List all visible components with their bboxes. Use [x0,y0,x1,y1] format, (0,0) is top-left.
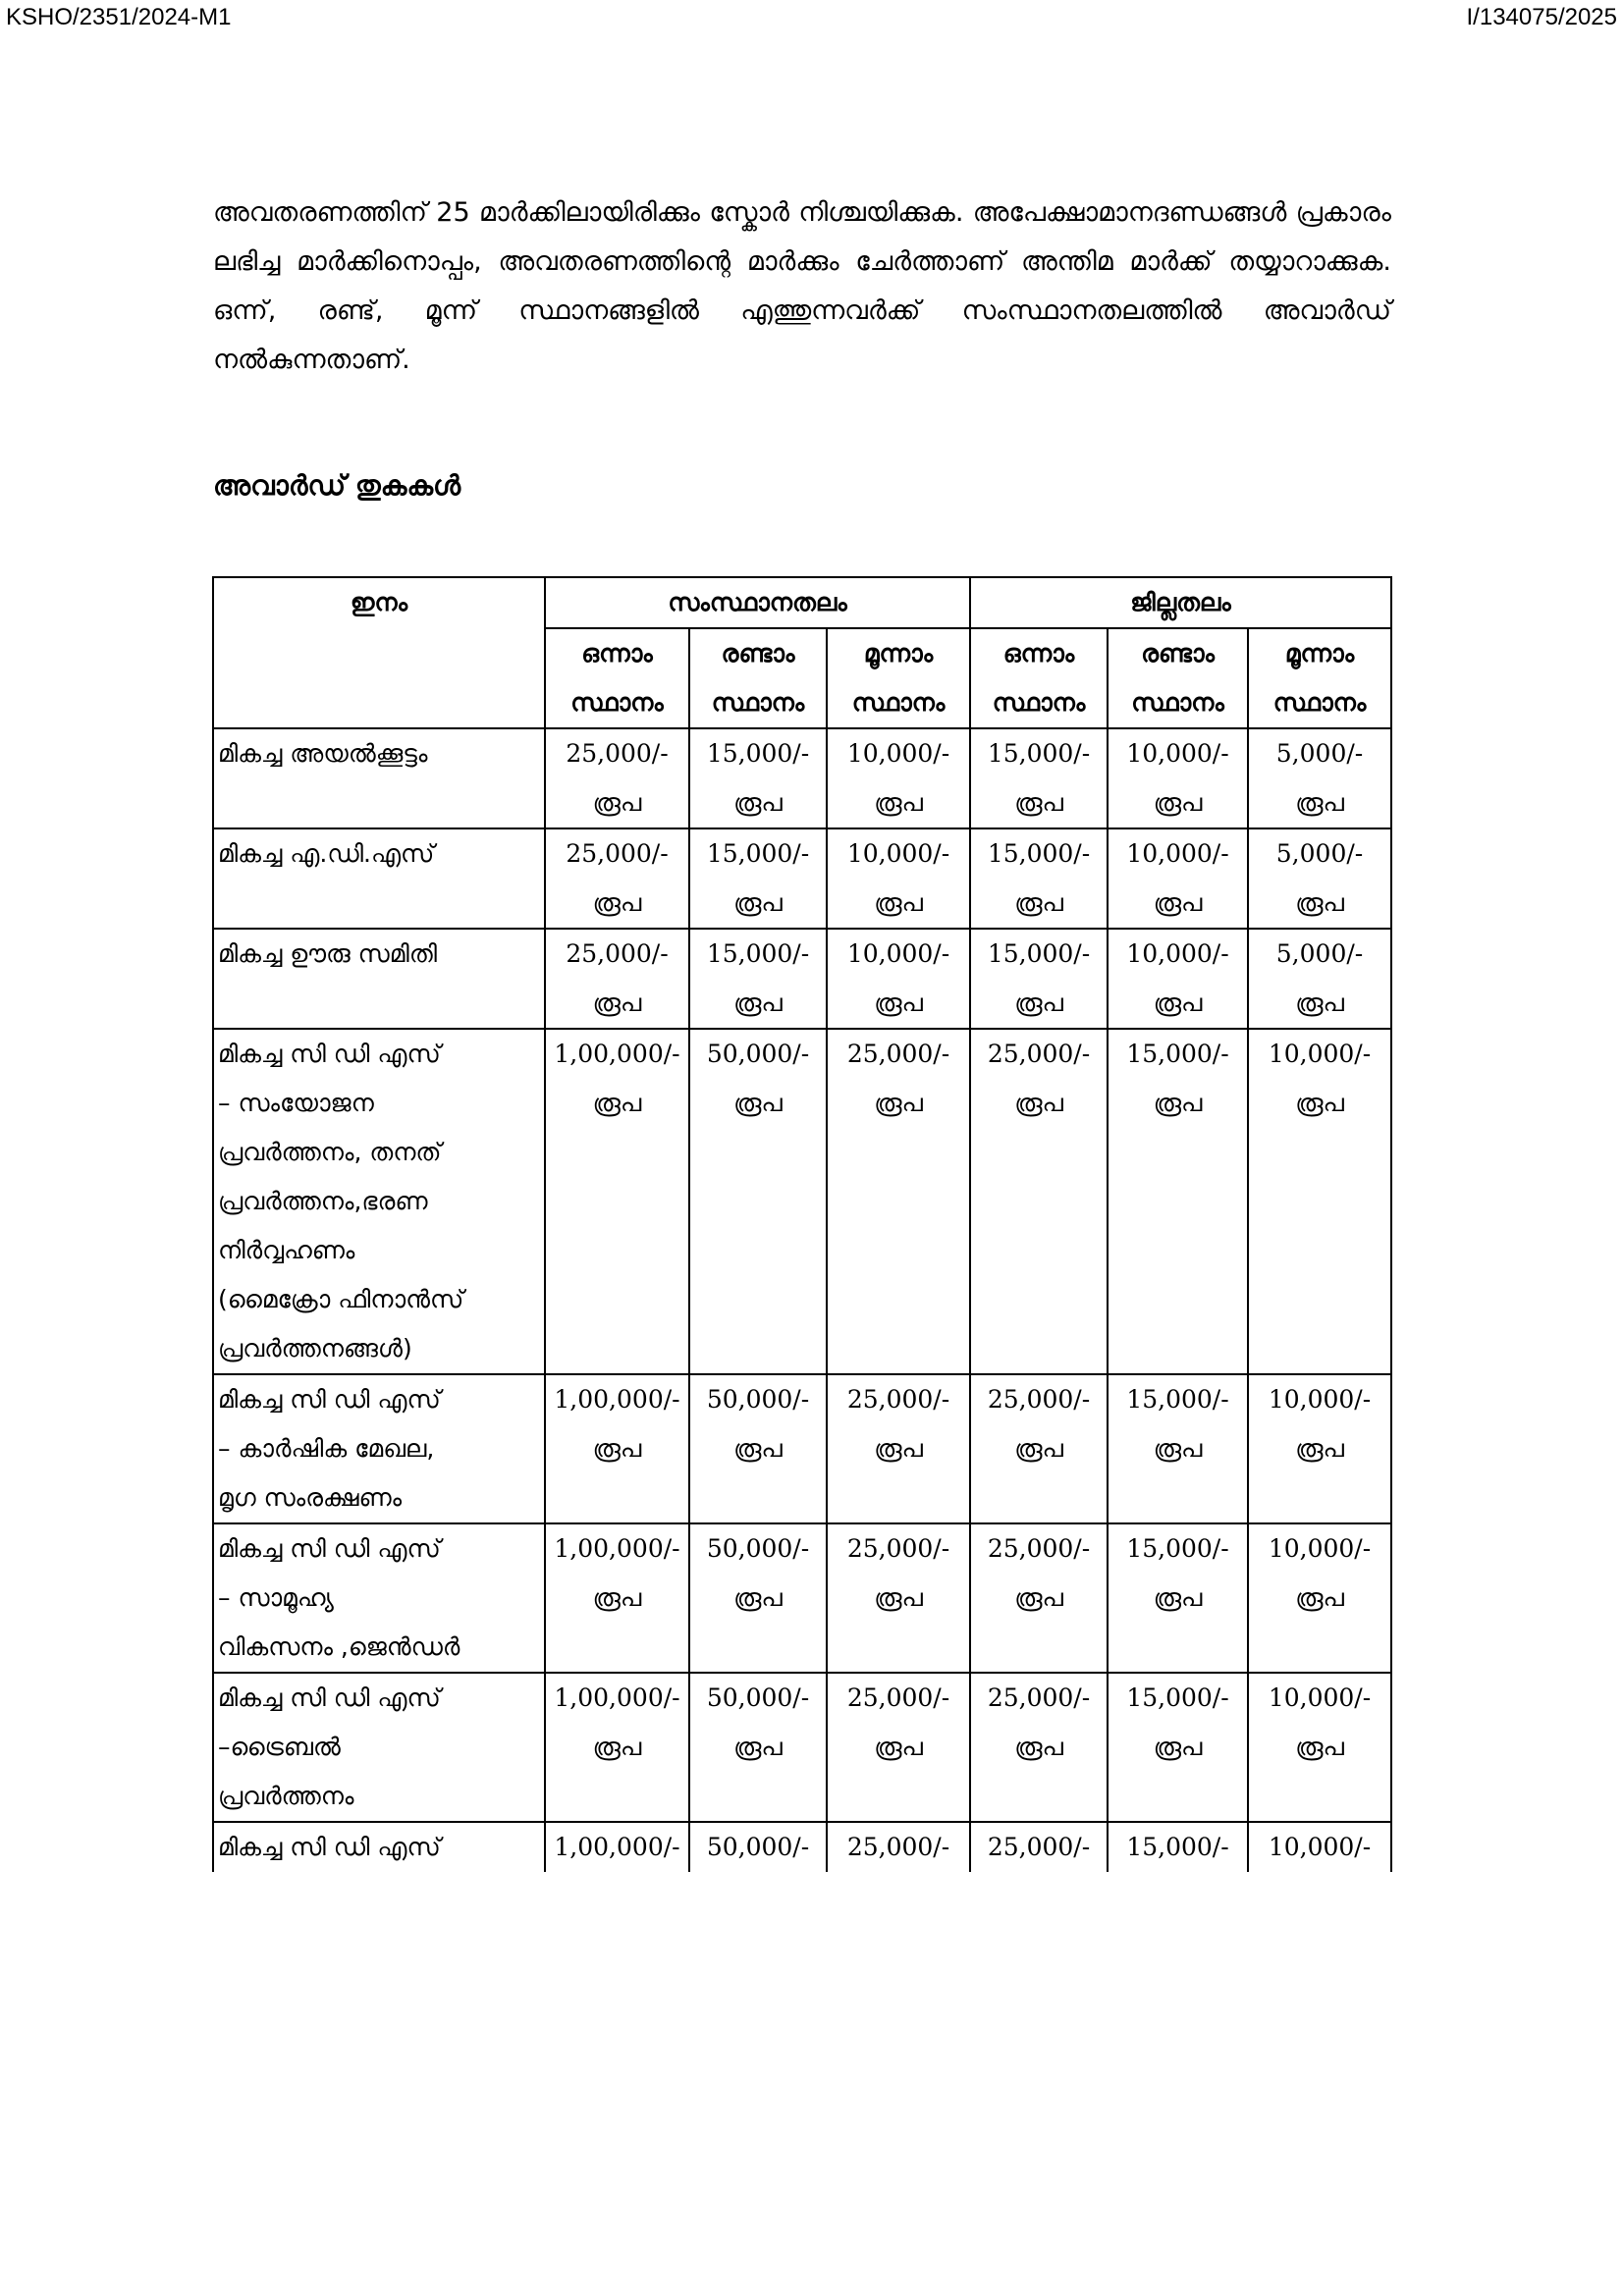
currency-label: രൂപ [733,1583,783,1612]
award-category-text: പ്രവർത്തനം [218,1782,354,1810]
amount-value: 25,000/- [846,1385,950,1414]
amount-value: 10,000/- [846,839,950,868]
award-amount [545,929,689,1029]
award-category [213,1029,545,1374]
award-amount [1108,728,1248,828]
award-category-text: മികച്ച സി ഡി എസ് [218,1040,441,1068]
currency-label: രൂപ [1014,1733,1063,1761]
award-amount [970,828,1108,929]
amount-value: 50,000/- [706,1385,810,1414]
rank-header-district-third [1248,628,1391,728]
amount-value: 25,000/- [987,1385,1091,1414]
award-amount [1108,1822,1248,1872]
currency-label: രൂപ [1014,888,1063,917]
amount-value: 15,000/- [987,939,1091,968]
award-amount [689,828,827,929]
district-level-header: ജില്ലതലം [970,577,1391,628]
currency-label: രൂപ [592,1583,642,1612]
amount-value: 15,000/- [706,839,810,868]
amount-value: 10,000/- [1268,1683,1372,1712]
currency-label: രൂപ [874,888,923,917]
amount-value: 10,000/- [846,939,950,968]
table-row [213,828,1391,929]
amount-value: 10,000/- [1126,739,1229,768]
award-category [213,728,545,828]
award-category-text: മികച്ച അയൽക്കൂട്ടം [218,739,428,768]
award-amount [827,929,970,1029]
amount-value: 15,000/- [1126,1040,1229,1068]
award-amount [827,728,970,828]
rank-header-text: സ്ഥാനം [1272,688,1367,717]
amount-value: 25,000/- [846,1534,950,1563]
amount-value: 25,000/- [987,1833,1091,1861]
award-amount [545,728,689,828]
currency-label: രൂപ [874,988,923,1017]
award-amount [545,1673,689,1822]
award-amount [545,1822,689,1872]
rank-header-text: മൂന്നാം [1284,639,1355,667]
amount-value: 25,000/- [846,1683,950,1712]
amount-value: 25,000/- [987,1534,1091,1563]
award-amount [1248,828,1391,929]
currency-label: രൂപ [1153,1733,1203,1761]
currency-label: രൂപ [1153,888,1203,917]
rank-header-text: സ്ഥാനം [1131,688,1224,717]
award-category [213,1374,545,1523]
award-category-text: – സംയോജന [218,1089,374,1117]
rank-header-state-second [689,628,827,728]
rank-header-text: മൂന്നാം [863,639,934,667]
award-amount [1248,1822,1391,1872]
award-amount [1248,929,1391,1029]
award-category-text: മികച്ച എ.ഡി.എസ് [218,839,435,868]
award-category-text: പ്രവർത്തനം,ഭരണ [218,1187,428,1215]
amount-value: 5,000/- [1275,839,1364,868]
amount-value: 15,000/- [1126,1683,1229,1712]
amount-value: 50,000/- [706,1040,810,1068]
award-amount [689,929,827,1029]
amount-value: 1,00,000/- [554,1385,680,1414]
intro-paragraph: അവതരണത്തിന് 25 മാർക്കിലായിരിക്കും സ്കോർ നിശ്ചയിക്കുക. അപേക്ഷാമാനദണ്ഡങ്ങൾ പ്രകാരം ലഭിച്ച മാർക്കിനൊപ്പം, അവതരണത്തിന്റെ മാർക്കും ചേർത്താണ് അന്തിമ മാർക്ക് തയ്യാറാക്കുക. ഒന്ന്, രണ്ട്, മൂന്ന് സ്ഥാനങ്ങളിൽ എത്തുന്നവർക്ക് സംസ്ഥാനതലത്തിൽ അവാർഡ് നൽകുന്നതാണ്. [213,197,1391,375]
award-category-text: (മൈക്രോ ഫിനാൻസ് [218,1285,464,1313]
amount-value: 50,000/- [706,1683,810,1712]
table-row [213,728,1391,828]
amount-value: 5,000/- [1275,939,1364,968]
currency-label: രൂപ [874,1089,923,1117]
award-amount [827,1374,970,1523]
amount-value: 50,000/- [706,1833,810,1861]
currency-label: രൂപ [1153,1089,1203,1117]
currency-label: രൂപ [874,788,923,817]
award-amount [545,1374,689,1523]
table-row [213,1029,1391,1374]
amount-value: 10,000/- [1268,1534,1372,1563]
award-category-text: വികസനം ,ജെൻഡർ [218,1632,460,1661]
amount-value: 5,000/- [1275,739,1364,768]
award-amount [689,728,827,828]
award-amount [827,1673,970,1822]
award-category-text: മികച്ച സി ഡി എസ് [218,1534,441,1563]
amount-value: 1,00,000/- [554,1534,680,1563]
amount-value: 1,00,000/- [554,1833,680,1861]
currency-label: രൂപ [733,1733,783,1761]
currency-label: രൂപ [1295,888,1344,917]
currency-label: രൂപ [592,1434,642,1463]
award-category-text: – കാർഷിക മേഖല, [218,1434,435,1463]
award-amount [689,1374,827,1523]
award-amount [970,929,1108,1029]
award-amount [1108,1673,1248,1822]
award-amount [970,1374,1108,1523]
rank-header-text: രണ്ടാം [1141,639,1215,667]
amount-value: 15,000/- [706,939,810,968]
amount-value: 15,000/- [1126,1534,1229,1563]
award-amount [970,1822,1108,1872]
award-amount [827,1523,970,1673]
currency-label: രൂപ [1014,988,1063,1017]
rank-header-district-second [1108,628,1248,728]
award-amount [1248,1523,1391,1673]
award-amount [1248,728,1391,828]
currency-label: രൂപ [1295,988,1344,1017]
rank-header-state-third [827,628,970,728]
amount-value: 10,000/- [1268,1833,1372,1861]
award-category [213,929,545,1029]
amount-value: 10,000/- [1268,1040,1372,1068]
currency-label: രൂപ [1014,1583,1063,1612]
amount-value: 10,000/- [846,739,950,768]
award-amount [689,1523,827,1673]
currency-label: രൂപ [1014,1089,1063,1117]
award-amount [1108,828,1248,929]
award-category-text: പ്രവർത്തനം, തനത് [218,1138,442,1166]
rank-header-text: സ്ഥാനം [711,688,805,717]
award-amount [1248,1029,1391,1374]
rank-header-text: ഒന്നാം [581,639,653,667]
currency-label: രൂപ [874,1583,923,1612]
rank-header-text: സ്ഥാനം [851,688,946,717]
award-category-text: മികച്ച ഊരു സമിതി [218,939,438,968]
amount-value: 10,000/- [1126,839,1229,868]
section-title: അവാർഡ് തുകകൾ [213,469,461,502]
award-amount [1248,1673,1391,1822]
award-amount [970,1673,1108,1822]
amount-value: 15,000/- [1126,1385,1229,1414]
amount-value: 25,000/- [846,1833,950,1861]
table-row [213,929,1391,1029]
amount-value: 15,000/- [1126,1833,1229,1861]
currency-label: രൂപ [1295,1583,1344,1612]
document-reference-number: KSHO/2351/2024-M1 [6,4,232,30]
award-category-text: – സാമൂഹ്യ [218,1583,334,1612]
amount-value: 25,000/- [846,1040,950,1068]
currency-label: രൂപ [1153,1434,1203,1463]
rank-header-district-first [970,628,1108,728]
currency-label: രൂപ [592,988,642,1017]
award-amount [970,1029,1108,1374]
award-amount [545,1029,689,1374]
award-category [213,1822,545,1872]
award-amount [689,1673,827,1822]
rank-header-state-first [545,628,689,728]
table-row [213,1673,1391,1822]
amount-value: 25,000/- [566,839,669,868]
amount-value: 50,000/- [706,1534,810,1563]
table-row [213,1523,1391,1673]
currency-label: രൂപ [592,888,642,917]
currency-label: രൂപ [1295,1089,1344,1117]
currency-label: രൂപ [1153,788,1203,817]
award-amount [1108,1374,1248,1523]
amount-value: 25,000/- [566,939,669,968]
rank-header-text: സ്ഥാനം [992,688,1086,717]
currency-label: രൂപ [1295,788,1344,817]
file-number: I/134075/2025 [1466,4,1617,30]
award-amount [970,728,1108,828]
award-category-text: നിർവ്വഹണം [218,1236,355,1264]
item-column-header: ഇനം [213,577,545,728]
currency-label: രൂപ [733,788,783,817]
award-category-text: മികച്ച സി ഡി എസ് [218,1385,441,1414]
currency-label: രൂപ [733,1089,783,1117]
award-amount [545,828,689,929]
currency-label: രൂപ [1153,1583,1203,1612]
award-amount [1108,1523,1248,1673]
rank-header-text: സ്ഥാനം [570,688,664,717]
amount-value: 25,000/- [987,1683,1091,1712]
award-amounts-table [212,576,1392,1872]
award-amount [1108,1029,1248,1374]
table-row [213,1822,1391,1872]
currency-label: രൂപ [1295,1733,1344,1761]
award-category [213,828,545,929]
amount-value: 1,00,000/- [554,1040,680,1068]
currency-label: രൂപ [874,1434,923,1463]
amount-value: 15,000/- [987,839,1091,868]
award-category-text: പ്രവർത്തനങ്ങൾ) [218,1334,412,1362]
award-category-text: മികച്ച സി ഡി എസ് [218,1683,441,1712]
rank-header-text: രണ്ടാം [721,639,795,667]
award-amount [827,1029,970,1374]
award-amount [1108,929,1248,1029]
award-category-text: മികച്ച സി ഡി എസ് [218,1833,441,1861]
award-amount [827,1822,970,1872]
amount-value: 15,000/- [706,739,810,768]
amount-value: 15,000/- [987,739,1091,768]
award-category [213,1673,545,1822]
amount-value: 10,000/- [1268,1385,1372,1414]
currency-label: രൂപ [1014,788,1063,817]
award-amount [1248,1374,1391,1523]
award-amount [827,828,970,929]
currency-label: രൂപ [592,1089,642,1117]
rank-header-text: ഒന്നാം [1002,639,1075,667]
award-amount [689,1029,827,1374]
award-amount [970,1523,1108,1673]
award-category [213,1523,545,1673]
currency-label: രൂപ [592,788,642,817]
state-level-header: സംസ്ഥാനതലം [545,577,970,628]
currency-label: രൂപ [1295,1434,1344,1463]
currency-label: രൂപ [733,888,783,917]
award-category-text: മൃഗ സംരക്ഷണം [218,1483,403,1512]
currency-label: രൂപ [1014,1434,1063,1463]
amount-value: 1,00,000/- [554,1683,680,1712]
currency-label: രൂപ [1153,988,1203,1017]
currency-label: രൂപ [874,1733,923,1761]
currency-label: രൂപ [733,1434,783,1463]
table-row [213,1374,1391,1523]
amount-value: 25,000/- [566,739,669,768]
award-amount [689,1822,827,1872]
award-amount [545,1523,689,1673]
currency-label: രൂപ [733,988,783,1017]
amount-value: 25,000/- [987,1040,1091,1068]
amount-value: 10,000/- [1126,939,1229,968]
award-category-text: –ട്രൈബൽ [218,1733,341,1761]
currency-label: രൂപ [592,1733,642,1761]
